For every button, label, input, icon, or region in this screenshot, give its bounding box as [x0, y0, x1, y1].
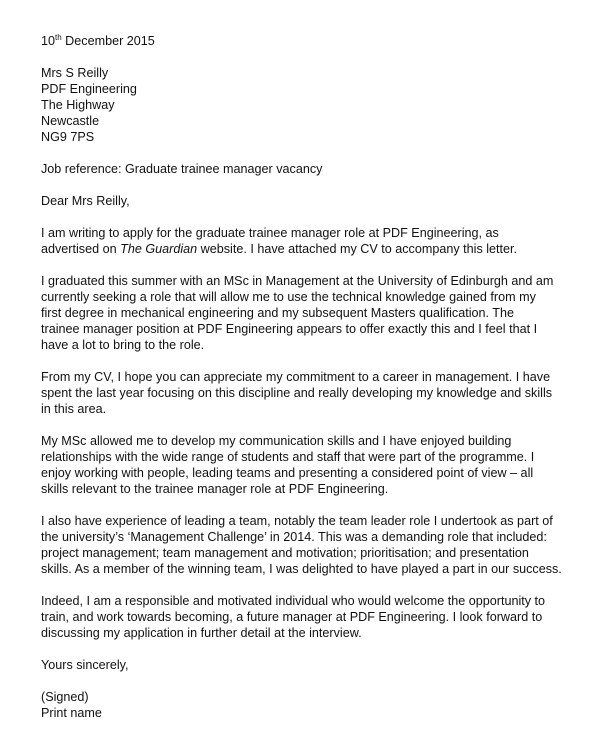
signature: (Signed): [41, 690, 89, 704]
print-name: Print name: [41, 706, 102, 720]
paragraph-6: [41, 593, 581, 641]
salutation: Dear Mrs Reilly,: [41, 194, 130, 208]
address-line: Newcastle: [41, 114, 100, 128]
paragraph-line: I am writing to apply for the graduate trainee manager role at PDF Engineering, as: [41, 226, 499, 240]
paragraph-line: first degree in mechanical engineering and my subsequent Masters qualification. The: [41, 306, 515, 320]
paragraph-line: relationships with the wide range of students and staff that were part of the programme. I: [41, 450, 535, 464]
paragraph-4: [41, 433, 581, 497]
address-line: Mrs S Reilly: [41, 66, 109, 80]
paragraph-line: train, and work towards becoming, a future manager at PDF Engineering. I look forward to: [41, 610, 543, 624]
paragraph-1: [41, 225, 581, 257]
paragraph-line: I graduated this summer with an MSc in Management at the University of Edinburgh and am: [41, 274, 554, 288]
text: advertised on: [41, 242, 121, 256]
paragraph-line: discussing my application in further detail at the interview.: [41, 626, 362, 640]
newspaper-name: The Guardian: [120, 242, 198, 256]
paragraph-line: [41, 241, 581, 257]
address-line: NG9 7PS: [41, 130, 95, 144]
paragraph-line: My MSc allowed me to develop my communication skills and I have enjoyed building: [41, 434, 512, 448]
paragraph-line: enjoy working with people, leading teams and presenting a considered point of view – all: [41, 466, 534, 480]
paragraph-line: project management; team management and motivation; prioritisation; and presentation: [41, 546, 529, 560]
paragraph-line: have a lot to bring to the role.: [41, 338, 205, 352]
paragraph-3: [41, 369, 581, 417]
address-line: PDF Engineering: [41, 82, 137, 96]
paragraph-line: the university’s ‘Management Challenge’ in 2014. This was a demanding role that included:: [41, 530, 547, 544]
paragraph-line: I also have experience of leading a team, notably the team leader role I undertook as part of: [41, 514, 553, 528]
date-day: 10: [41, 34, 56, 48]
paragraph-line: in this area.: [41, 402, 107, 416]
paragraph-line: currently seeking a role that will allow me to use the technical knowledge gained from my: [41, 290, 536, 304]
paragraph-line: spent the last year focusing on this discipline and really developing my knowledge and skills: [41, 386, 553, 400]
date-rest: December 2015: [61, 34, 155, 48]
recipient-address: [41, 65, 581, 145]
date-suffix: th: [55, 33, 62, 42]
paragraph-line: Indeed, I am a responsible and motivated individual who would welcome the opportunity to: [41, 594, 546, 608]
paragraph-5: [41, 513, 581, 577]
paragraph-line: trainee manager position at PDF Engineering appears to offer exactly this and I feel that I: [41, 322, 538, 336]
paragraph-line: skills relevant to the trainee manager role at PDF Engineering.: [41, 482, 389, 496]
paragraph-line: skills. As a member of the winning team, I was delighted to have played a part in our success.: [41, 562, 562, 576]
paragraph-2: [41, 273, 581, 353]
cover-letter: [41, 33, 581, 721]
address-line: The Highway: [41, 98, 115, 112]
closing: Yours sincerely,: [41, 658, 129, 672]
text: website. I have attached my CV to accompany this letter.: [197, 242, 518, 256]
paragraph-line: From my CV, I hope you can appreciate my commitment to a career in management. I have: [41, 370, 551, 384]
job-reference: Job reference: Graduate trainee manager vacancy: [41, 162, 323, 176]
letter-date: [41, 33, 581, 49]
